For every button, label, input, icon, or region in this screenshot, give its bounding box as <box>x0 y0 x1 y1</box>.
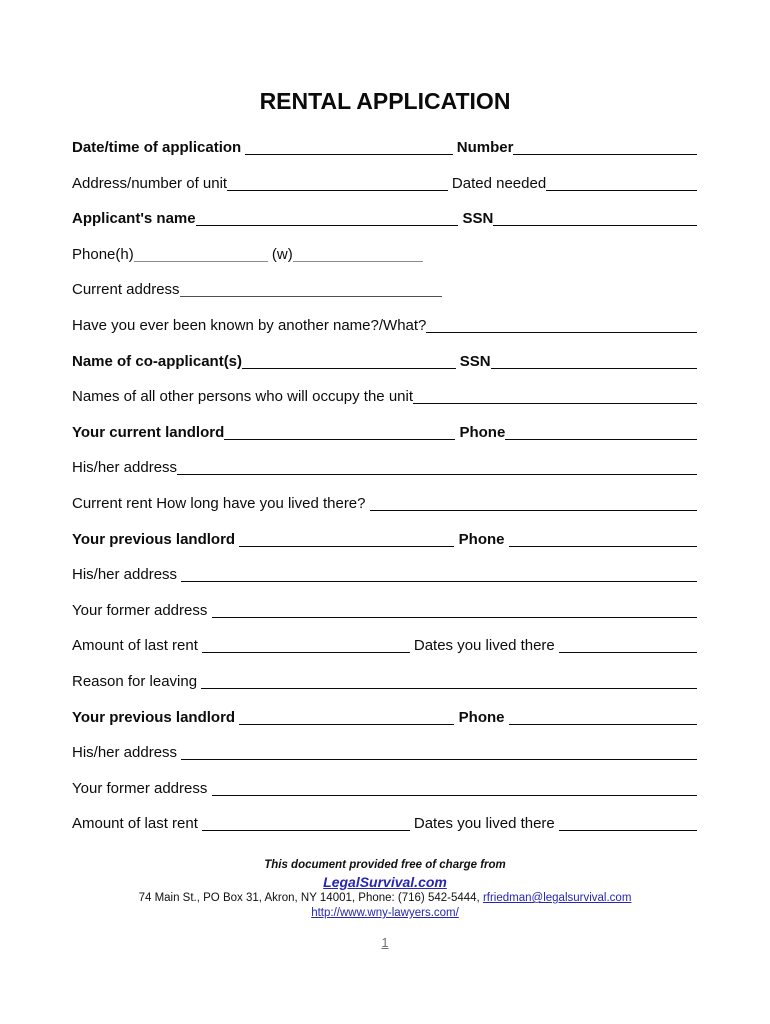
current-landlord-field[interactable] <box>224 427 455 440</box>
co-applicant-name-field[interactable] <box>242 356 456 369</box>
form-row-former-address-1 <box>72 593 697 629</box>
application-datetime-field[interactable] <box>245 142 452 155</box>
application-number-field[interactable] <box>513 142 697 155</box>
footer <box>0 857 770 920</box>
previous-landlord-1-field[interactable] <box>239 534 454 547</box>
previous-landlord-2-label: Phone <box>454 708 509 726</box>
current-rent-duration-label: Current rent How long have you lived there? <box>72 494 370 512</box>
current-rent-duration-field[interactable] <box>370 498 697 511</box>
form-row-previous-landlord-1 <box>72 522 697 558</box>
previous-landlord-1-address-label: His/her address <box>72 566 182 584</box>
last-rent-dates-1-label: Amount of last rent <box>72 637 203 655</box>
phone-home-field[interactable] <box>134 249 268 262</box>
former-address-2-label: Your former address <box>72 779 212 797</box>
current-landlord-address-field[interactable] <box>177 462 697 475</box>
form-row-previous-landlord-2-address <box>72 735 697 771</box>
form-row-application-datetime-number <box>72 130 697 166</box>
other-name-label: Have you ever been known by another name?/What? <box>72 316 427 334</box>
last-rent-dates-2-label: Amount of last rent <box>72 815 203 833</box>
date-needed-field[interactable] <box>546 178 697 191</box>
last-rent-1-field[interactable] <box>202 640 410 653</box>
previous-landlord-2-field[interactable] <box>239 712 454 725</box>
other-name-field[interactable] <box>426 320 697 333</box>
form-rows <box>72 130 697 842</box>
previous-landlord-1-phone-field[interactable] <box>509 534 697 547</box>
page-number: 1 <box>381 936 389 950</box>
form-row-other-occupants <box>72 379 697 415</box>
phone-work-field[interactable] <box>293 249 423 262</box>
form-row-reason-for-leaving <box>72 664 697 700</box>
co-applicant-ssn-label: Name of co-applicant(s) <box>72 352 243 370</box>
form-row-current-landlord-address <box>72 450 697 486</box>
page-title: RENTAL APPLICATION <box>259 88 511 114</box>
current-address-field[interactable] <box>180 284 442 297</box>
previous-landlord-2-address-label: His/her address <box>72 744 182 762</box>
former-address-1-label: Your former address <box>72 601 212 619</box>
previous-landlord-2-phone-field[interactable] <box>509 712 697 725</box>
applicant-name-field[interactable] <box>196 213 459 226</box>
form-row-phone-numbers <box>72 237 697 273</box>
co-applicant-ssn-field[interactable] <box>491 356 697 369</box>
current-landlord-phone-field[interactable] <box>505 427 697 440</box>
dates-lived-2-field[interactable] <box>559 818 697 831</box>
form-row-co-applicant-ssn <box>72 344 697 380</box>
form-row-current-rent-duration <box>72 486 697 522</box>
footer-url-line <box>0 906 770 920</box>
other-occupants-field[interactable] <box>413 391 697 404</box>
reason-for-leaving-field[interactable] <box>201 676 697 689</box>
footer-provided-text: This document provided free of charge from <box>264 859 506 871</box>
email-link[interactable]: rfriedman@legalsurvival.com <box>482 892 632 904</box>
last-rent-dates-2-label: Dates you lived there <box>409 815 559 833</box>
form-row-address-unit-date-needed <box>72 166 697 202</box>
previous-landlord-2-address-field[interactable] <box>181 747 697 760</box>
last-rent-dates-1-label: Dates you lived there <box>409 637 559 655</box>
form-row-previous-landlord-2 <box>72 700 697 736</box>
reason-for-leaving-label: Reason for leaving <box>72 672 202 690</box>
former-address-1-field[interactable] <box>212 605 697 618</box>
last-rent-2-field[interactable] <box>202 818 410 831</box>
application-datetime-number-label: Number <box>452 139 514 156</box>
previous-landlord-1-label: Your previous landlord <box>72 530 240 548</box>
form-row-other-name <box>72 308 697 344</box>
form-row-last-rent-dates-2 <box>72 806 697 842</box>
form-row-previous-landlord-1-address <box>72 557 697 593</box>
former-address-2-field[interactable] <box>212 783 697 796</box>
form-row-current-landlord-phone <box>72 415 697 451</box>
address-unit-field[interactable] <box>227 178 448 191</box>
address-unit-date-needed-label: Dated needed <box>447 174 547 192</box>
co-applicant-ssn-label: SSN <box>455 352 491 370</box>
application-datetime-number-label: Date/time of application <box>72 139 246 156</box>
form-row-applicant-name-ssn <box>72 201 697 237</box>
footer-site-line <box>0 873 770 891</box>
phone-numbers-label: (w) <box>267 245 293 263</box>
applicant-name-ssn-label: SSN <box>458 210 494 228</box>
phone-numbers-label: Phone(h) <box>72 245 134 263</box>
applicant-ssn-field[interactable] <box>493 213 697 226</box>
previous-landlord-2-label: Your previous landlord <box>72 708 240 726</box>
current-landlord-address-label: His/her address <box>72 459 178 477</box>
previous-landlord-1-label: Phone <box>454 530 509 548</box>
legalsurvival-link[interactable]: LegalSurvival.com <box>323 874 447 890</box>
address-unit-date-needed-label: Address/number of unit <box>72 174 228 192</box>
form-row-current-address <box>72 272 697 308</box>
footer-address-text: 74 Main St., PO Box 31, Akron, NY 14001, Phone: (716) 542-5444, <box>138 892 483 904</box>
dates-lived-1-field[interactable] <box>559 640 697 653</box>
current-landlord-phone-label: Your current landlord <box>72 423 225 441</box>
form-row-former-address-2 <box>72 771 697 807</box>
form-row-last-rent-dates-1 <box>72 628 697 664</box>
current-landlord-phone-label: Phone <box>455 423 506 441</box>
wny-lawyers-link[interactable]: http://www.wny-lawyers.com/ <box>311 907 459 919</box>
footer-address-line <box>0 891 770 906</box>
applicant-name-ssn-label: Applicant's name <box>72 210 196 228</box>
previous-landlord-1-address-field[interactable] <box>181 569 697 582</box>
current-address-label: Current address <box>72 281 180 299</box>
other-occupants-label: Names of all other persons who will occupy the unit <box>72 388 414 406</box>
